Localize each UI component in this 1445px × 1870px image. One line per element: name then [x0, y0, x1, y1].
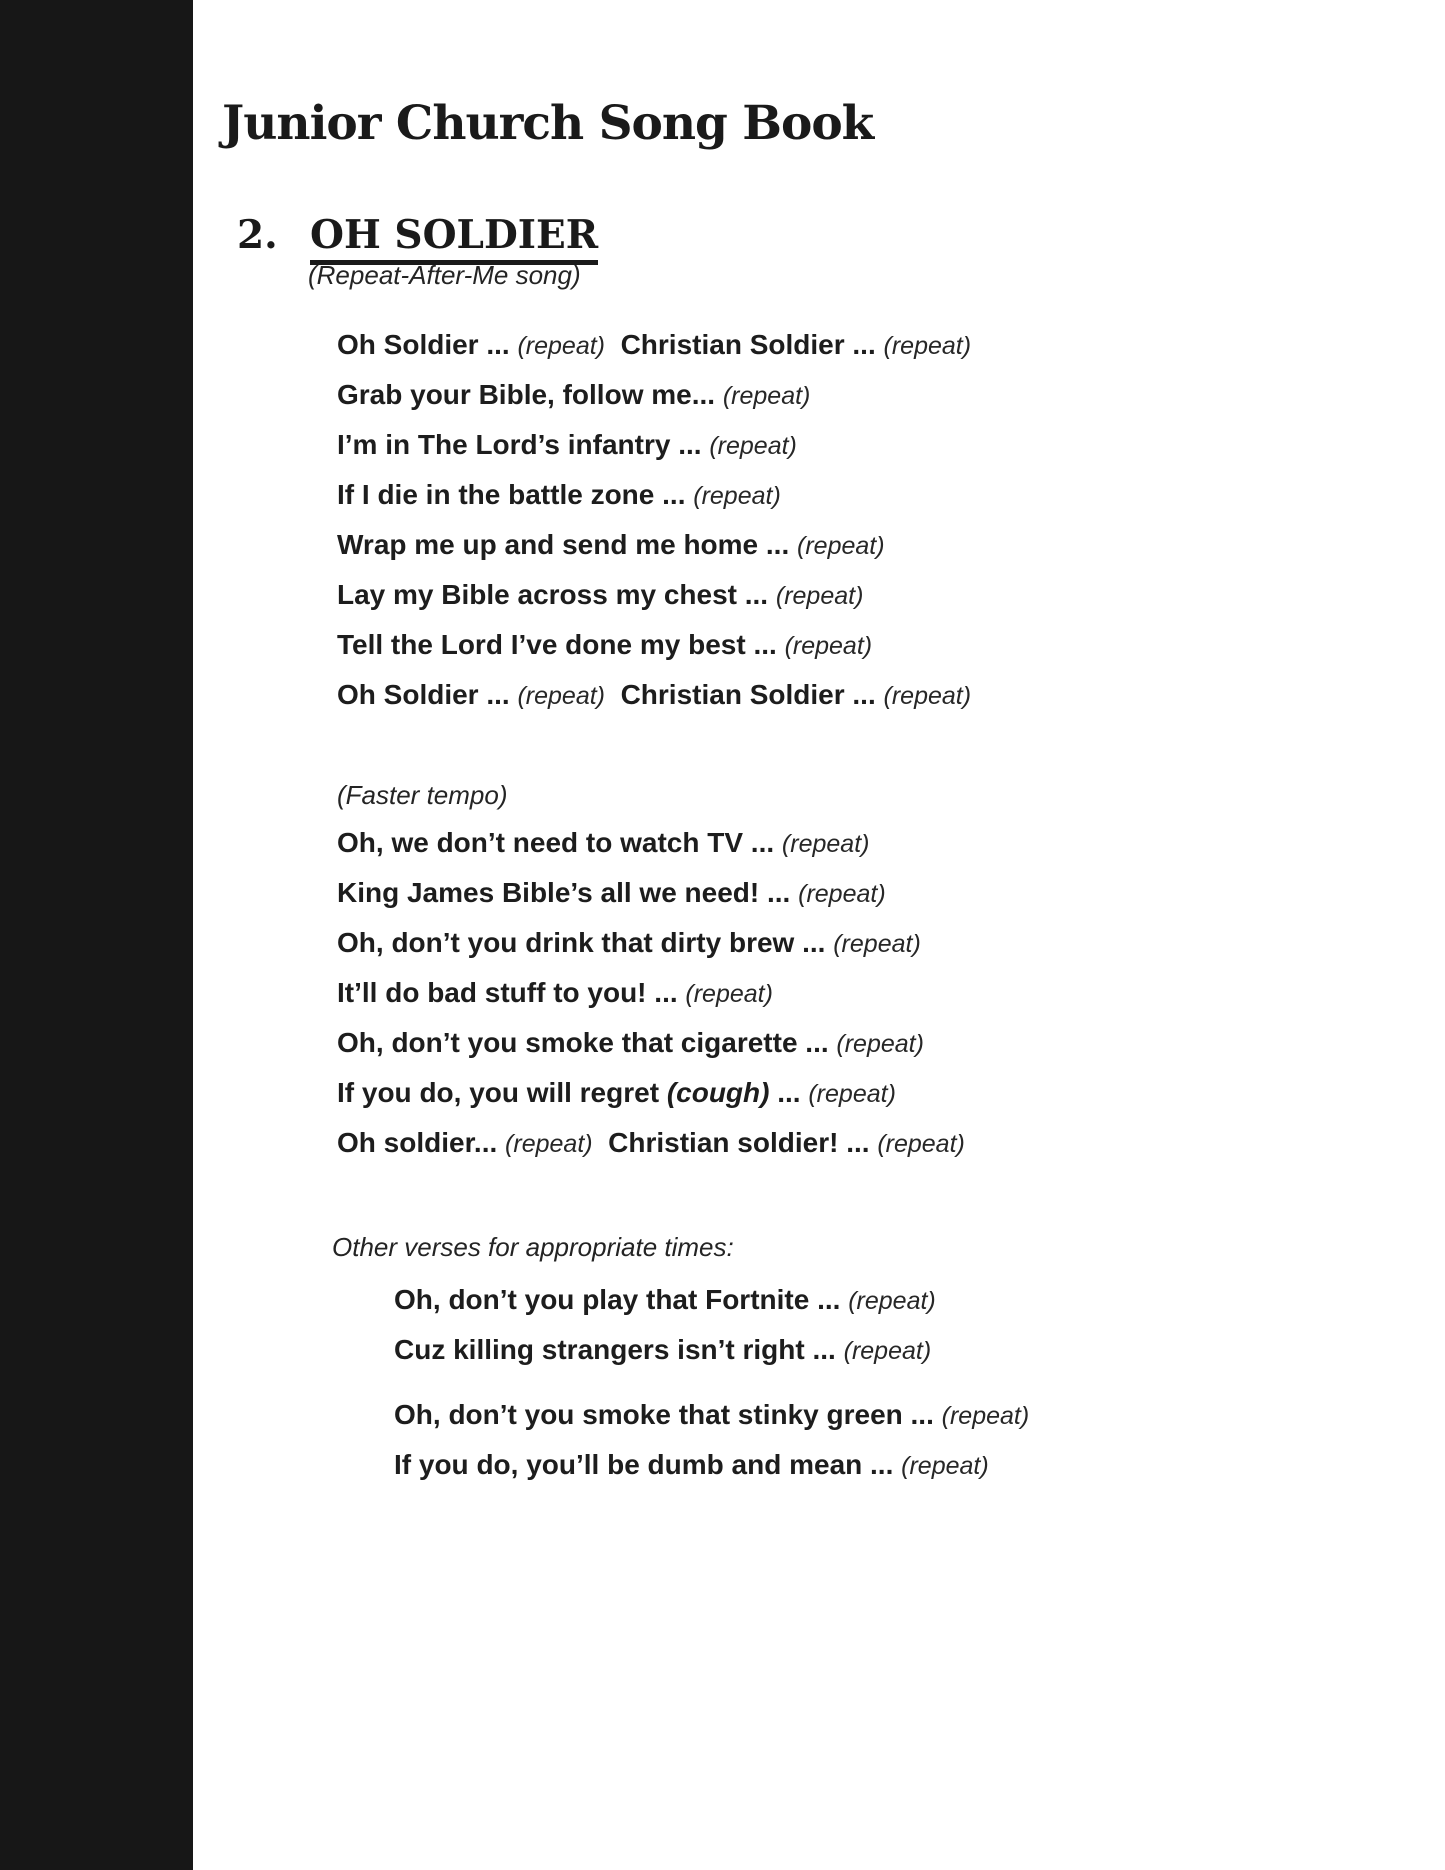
lyric-segment: I’m in The Lord’s infantry ...: [337, 429, 710, 460]
lyric-segment: (repeat): [833, 930, 921, 958]
lyric-segment: Oh, don’t you play that Fortnite ...: [394, 1284, 849, 1315]
lyric-line: [337, 670, 971, 720]
lyric-segment: (repeat): [798, 880, 886, 908]
lyric-segment: (repeat): [836, 1030, 924, 1058]
lyric-segment: (repeat): [941, 1402, 1030, 1430]
lyric-segment: (repeat): [883, 332, 972, 360]
lyric-line: [337, 918, 965, 968]
lyric-line: [337, 320, 971, 370]
lyric-segment: Oh, don’t you drink that dirty brew ...: [337, 927, 834, 958]
lyric-segment: (repeat): [808, 1080, 896, 1108]
scan-left-black-bar: [0, 0, 193, 1870]
lyric-line: [337, 520, 971, 570]
lyric-segment: Christian soldier! ...: [592, 1127, 878, 1158]
lyric-segment: ...: [769, 1077, 809, 1108]
lyric-segment: Oh Soldier ...: [337, 329, 518, 360]
song-subtitle: (Repeat-After-Me song): [308, 260, 581, 290]
stanza-main: [337, 320, 971, 720]
lyric-line: [394, 1440, 1029, 1490]
lyric-line: [337, 1068, 965, 1118]
stanza-faster-tempo: [337, 818, 965, 1168]
lyric-segment: (repeat): [883, 682, 972, 710]
lyric-segment: Oh, don’t you smoke that stinky green ...: [394, 1399, 942, 1430]
lyric-segment: King James Bible’s all we need! ...: [337, 877, 799, 908]
lyric-line: [337, 1118, 965, 1168]
lyric-line: [337, 868, 965, 918]
lyric-line: [394, 1325, 936, 1375]
lyric-line: [394, 1275, 936, 1325]
lyric-line: [337, 620, 971, 670]
lyric-segment: Oh Soldier ...: [337, 679, 518, 710]
lyric-segment: (repeat): [693, 482, 781, 510]
lyric-segment: Tell the Lord I’ve done my best ...: [337, 629, 785, 660]
lyric-segment: (repeat): [709, 432, 797, 460]
lyric-line: [337, 420, 971, 470]
lyric-line: [337, 1018, 965, 1068]
lyric-segment: (repeat): [775, 582, 864, 610]
lyric-segment: If you do, you will regret: [337, 1077, 667, 1108]
lyric-line: [337, 470, 971, 520]
lyric-segment: If you do, you’ll be dumb and mean ...: [394, 1449, 902, 1480]
lyric-segment: If I die in the battle zone ...: [337, 479, 694, 510]
lyric-line: [337, 570, 971, 620]
song-title: OH SOLDIER: [310, 212, 598, 265]
lyric-segment: Oh, we don’t need to watch TV ...: [337, 827, 782, 858]
stanza-other-verses-a: [394, 1275, 936, 1375]
lyric-segment: (repeat): [901, 1452, 989, 1480]
lyric-segment: Wrap me up and send me home ...: [337, 529, 798, 560]
lyric-segment: Cuz killing strangers isn’t right ...: [394, 1334, 844, 1365]
stanza-other-verses-b: [394, 1390, 1029, 1490]
book-title: Junior Church Song Book: [222, 96, 874, 151]
song-number: 2.: [237, 212, 278, 258]
lyric-segment: (cough): [666, 1077, 770, 1108]
lyric-segment: It’ll do bad stuff to you! ...: [337, 977, 686, 1008]
lyric-segment: (repeat): [843, 1337, 932, 1365]
lyric-segment: Lay my Bible across my chest ...: [337, 579, 776, 610]
lyric-segment: (repeat): [784, 632, 873, 660]
lyric-line: [337, 968, 965, 1018]
lyric-line: [337, 370, 971, 420]
lyric-segment: (repeat): [505, 1130, 593, 1158]
lyric-segment: Christian Soldier ...: [605, 679, 884, 710]
lyric-segment: (repeat): [848, 1287, 936, 1315]
lyric-segment: Grab your Bible, follow me...: [337, 379, 723, 410]
lyric-segment: (repeat): [517, 332, 606, 360]
faster-tempo-label: (Faster tempo): [337, 780, 508, 810]
lyric-segment: Christian Soldier ...: [605, 329, 884, 360]
lyric-segment: (repeat): [877, 1130, 965, 1158]
lyric-segment: (repeat): [685, 980, 773, 1008]
lyric-segment: (repeat): [722, 382, 811, 410]
lyric-segment: (repeat): [797, 532, 885, 560]
lyric-segment: Oh soldier...: [337, 1127, 506, 1158]
lyric-segment: (repeat): [517, 682, 606, 710]
lyric-segment: (repeat): [781, 830, 870, 858]
lyric-line: [394, 1390, 1029, 1440]
lyric-segment: Oh, don’t you smoke that cigarette ...: [337, 1027, 837, 1058]
lyric-line: [337, 818, 965, 868]
other-verses-label: Other verses for appropriate times:: [332, 1232, 734, 1262]
